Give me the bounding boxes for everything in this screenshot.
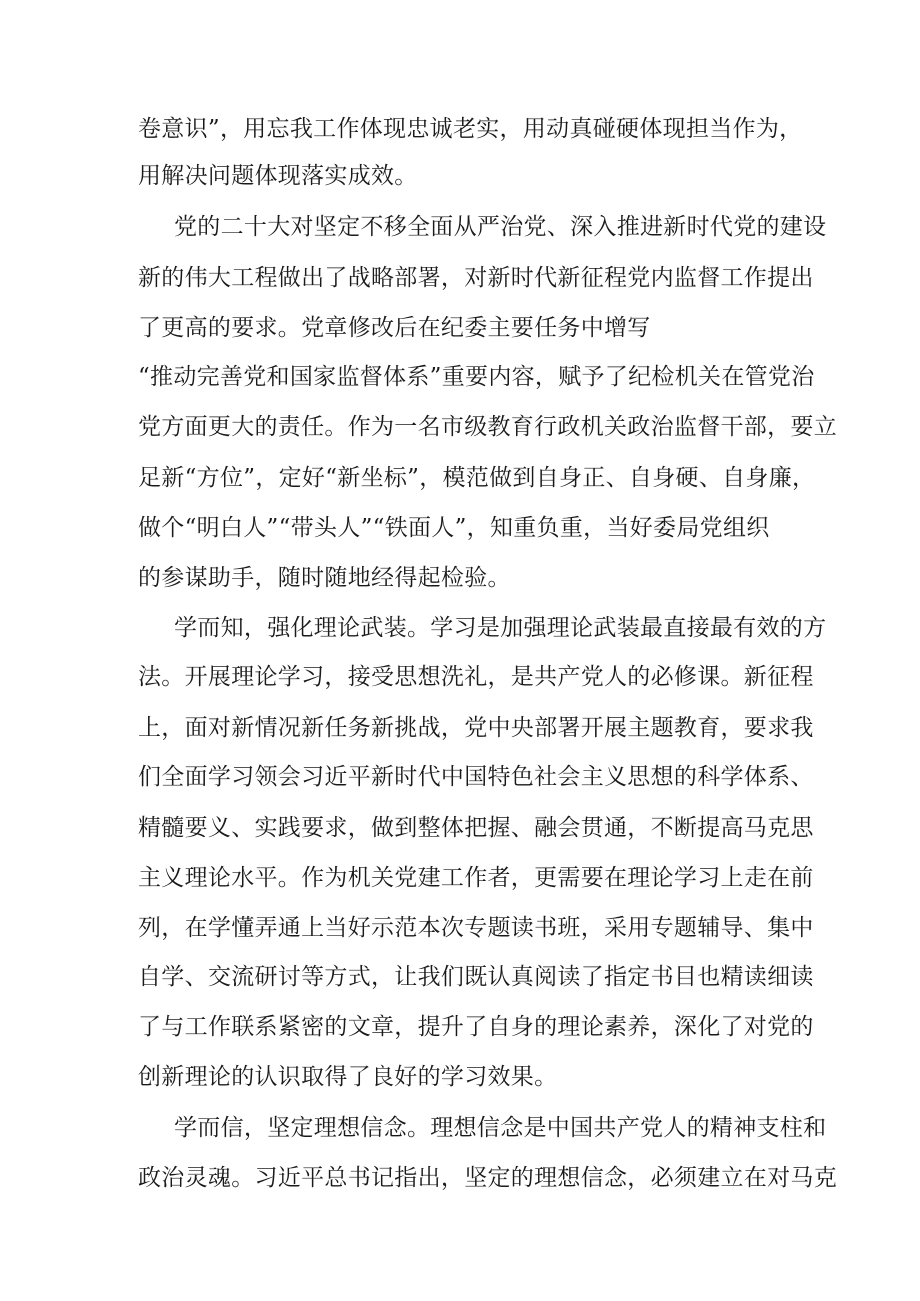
text-line: 了与工作联系紧密的文章，提升了自身的理论素养，深化了对党的 (138, 1014, 814, 1040)
text-line: 政治灵魂。习近平总书记指出，坚定的理想信念，必须建立在对马克 (138, 1165, 837, 1191)
text-line: 创新理论的认识取得了良好的学习效果。 (138, 1064, 558, 1090)
text-line: 法。开展理论学习，接受思想洗礼，是共产党人的必修课。新征程 (138, 664, 814, 690)
text-line: 主义理论水平。作为机关党建工作者，更需要在理论学习上走在前 (138, 865, 814, 891)
text-line: 党方面更大的责任。作为一名市级教育行政机关政治监督干部，要立 (138, 414, 837, 440)
text-line: 用解决问题体现落实成效。 (138, 163, 418, 189)
text-line: 卷意识”，用忘我工作体现忠诚老实，用动真碰硬体现担当作为， (138, 116, 803, 142)
paragraph-first-line: 学而知，强化理论武装。学习是加强理论武装最直接最有效的方 (174, 615, 827, 641)
text-line: 列，在学懂弄通上当好示范本次专题读书班，采用专题辅导、集中 (138, 915, 814, 941)
text-line: 新的伟大工程做出了战略部署，对新时代新征程党内监督工作提出 (138, 265, 814, 291)
text-line: 做个“明白人”“带头人”“铁面人”，知重负重，当好委局党组织 (138, 515, 770, 541)
text-line: 足新“方位”，定好“新坐标”，模范做到自身正、自身硬、自身廉， (138, 465, 816, 491)
text-line: 精髓要义、实践要求，做到整体把握、融会贯通，不断提高马克思 (138, 815, 814, 841)
text-line: 们全面学习领会习近平新时代中国特色社会主义思想的科学体系、 (138, 764, 814, 790)
text-line: 了更高的要求。党章修改后在纪委主要任务中增写 (138, 315, 651, 341)
text-line: 的参谋助手，随时随地经得起检验。 (138, 565, 511, 591)
paragraph-first-line: 党的二十大对坚定不移全面从严治党、深入推进新时代党的建设 (174, 214, 827, 240)
text-line: 上，面对新情况新任务新挑战，党中央部署开展主题教育，要求我 (138, 715, 814, 741)
text-line: “推动完善党和国家监督体系”重要内容，赋予了纪检机关在管党治 (138, 364, 815, 390)
text-line: 自学、交流研讨等方式，让我们既认真阅读了指定书目也精读细读 (138, 964, 814, 990)
paragraph-first-line: 学而信，坚定理想信念。理想信念是中国共产党人的精神支柱和 (174, 1115, 827, 1141)
